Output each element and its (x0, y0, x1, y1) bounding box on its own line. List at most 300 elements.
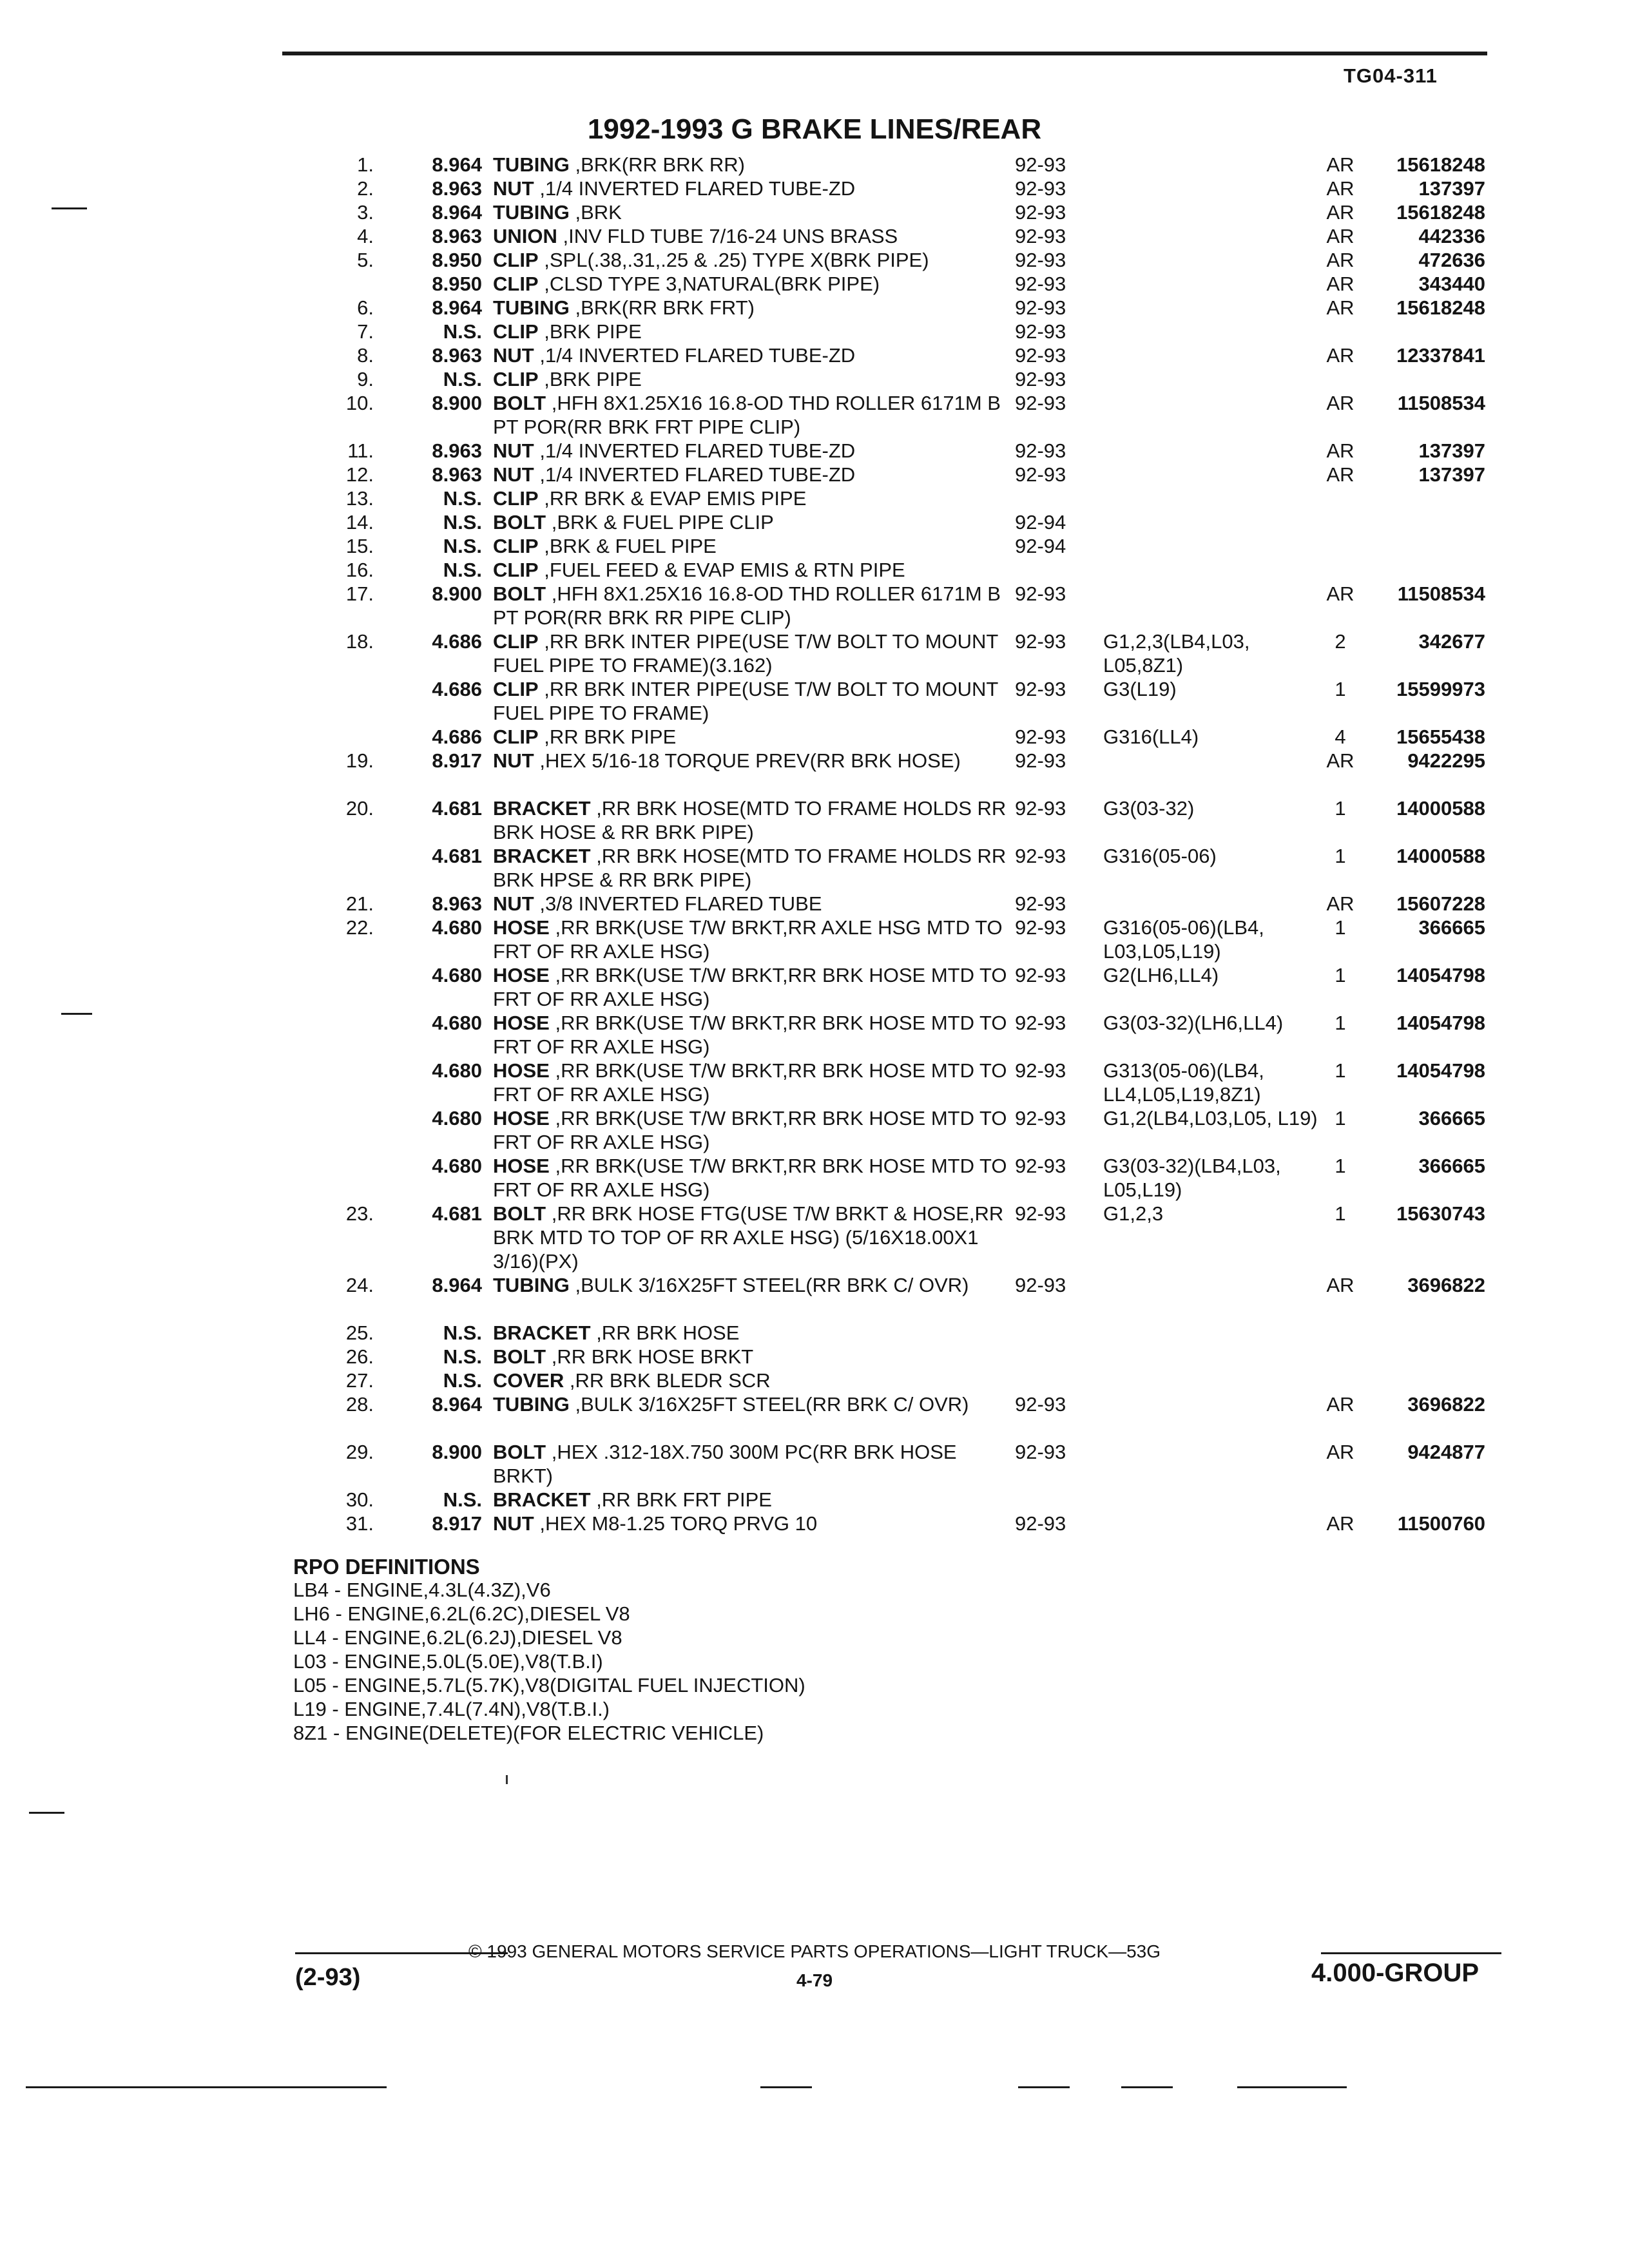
group-number: 8.963 (432, 177, 482, 200)
group-number: 8.917 (432, 749, 482, 772)
header-rule (282, 52, 1487, 55)
part-name: CLIP (493, 487, 539, 510)
part-detail: ,SPL(.38,.31,.25 & .25) TYPE X(BRK PIPE) (544, 249, 929, 271)
part-number: 15630743 (1396, 1202, 1485, 1225)
part-number: 472636 (1418, 249, 1485, 271)
quantity: AR (1326, 892, 1354, 915)
part-name: BOLT (493, 392, 546, 414)
model-years: 92-93 (1015, 845, 1066, 867)
line-number: 27. (345, 1369, 374, 1392)
application: G316(05-06)(LB4, L03,L05,L19) (1103, 916, 1264, 963)
part-name: HOSE (493, 1012, 550, 1034)
description (493, 1154, 1021, 1202)
description (493, 200, 1021, 224)
part-number: 442336 (1418, 225, 1485, 247)
quantity: 1 (1335, 845, 1346, 867)
part-number: 15618248 (1396, 153, 1485, 176)
application: G316(LL4) (1103, 726, 1199, 748)
part-name: HOSE (493, 964, 550, 986)
part-name: NUT (493, 439, 534, 462)
part-name: BOLT (493, 1202, 546, 1225)
part-detail: ,RR BRK & EVAP EMIS PIPE (544, 487, 807, 510)
model-years: 92-93 (1015, 1202, 1066, 1225)
rpo-item: 8Z1 - ENGINE(DELETE)(FOR ELECTRIC VEHICLE) (293, 1722, 764, 1744)
group-number: 8.917 (432, 1512, 482, 1535)
model-years: 92-93 (1015, 153, 1066, 176)
model-years: 92-93 (1015, 1059, 1066, 1082)
model-years: 92-93 (1015, 201, 1066, 224)
group-number: 8.963 (432, 439, 482, 462)
quantity: AR (1326, 296, 1354, 319)
application: G313(05-06)(LB4, LL4,L05,L19,8Z1) (1103, 1059, 1264, 1106)
group-number: N.S. (443, 368, 482, 390)
group-number: 4.680 (432, 1107, 482, 1129)
part-detail: ,BRK PIPE (544, 320, 642, 343)
quantity: AR (1326, 582, 1354, 605)
line-number: 4. (357, 225, 374, 247)
part-name: CLIP (493, 630, 539, 653)
part-name: BOLT (493, 1345, 546, 1368)
part-name: HOSE (493, 916, 550, 939)
part-number: 15607228 (1396, 892, 1485, 915)
model-years: 92-93 (1015, 916, 1066, 939)
line-number: 12. (345, 463, 374, 486)
part-number: 366665 (1418, 1107, 1485, 1129)
quantity: AR (1326, 344, 1354, 367)
description (493, 892, 1021, 916)
rpo-item: LB4 - ENGINE,4.3L(4.3Z),V6 (293, 1579, 551, 1601)
model-years: 92-93 (1015, 1441, 1066, 1463)
part-number: 14000588 (1396, 797, 1485, 820)
part-name: BRACKET (493, 1321, 591, 1344)
part-name: UNION (493, 225, 557, 247)
line-number: 23. (345, 1202, 374, 1225)
line-number: 14. (345, 511, 374, 533)
page-number: 4-79 (796, 1970, 833, 1990)
description (493, 153, 1021, 177)
part-number: 9424877 (1407, 1441, 1485, 1463)
part-detail: ,INV FLD TUBE 7/16-24 UNS BRASS (563, 225, 898, 247)
part-name: CLIP (493, 726, 539, 748)
group-number: 8.950 (432, 273, 482, 295)
quantity: 1 (1335, 678, 1346, 700)
part-detail: ,RR BRK(USE T/W BRKT,RR BRK HOSE MTD TO FRT OF RR AXLE HSG) (493, 1012, 1007, 1058)
rpo-heading: RPO DEFINITIONS (293, 1555, 480, 1579)
part-detail: ,1/4 INVERTED FLARED TUBE-ZD (539, 344, 856, 367)
part-number: 137397 (1418, 177, 1485, 200)
model-years: 92-93 (1015, 368, 1066, 390)
quantity: 1 (1335, 1202, 1346, 1225)
scan-edge-line (26, 2086, 387, 2088)
description (493, 510, 1021, 534)
description (493, 1512, 1021, 1535)
part-name: CLIP (493, 320, 539, 343)
part-number: 137397 (1418, 439, 1485, 462)
part-number: 14054798 (1396, 1012, 1485, 1034)
application: G3(03-32) (1103, 797, 1195, 820)
line-number: 20. (345, 797, 374, 820)
part-number: 14054798 (1396, 964, 1485, 986)
quantity: AR (1326, 225, 1354, 247)
part-name: TUBING (493, 201, 570, 224)
line-number: 30. (345, 1488, 374, 1511)
part-name: BRACKET (493, 797, 591, 820)
model-years: 92-93 (1015, 225, 1066, 247)
part-name: COVER (493, 1369, 564, 1392)
line-number: 6. (357, 296, 374, 319)
group-number: 8.950 (432, 249, 482, 271)
part-number: 3696822 (1407, 1393, 1485, 1416)
part-detail: ,3/8 INVERTED FLARED TUBE (539, 892, 822, 915)
group-number: 8.964 (432, 1393, 482, 1416)
quantity: 2 (1335, 630, 1346, 653)
part-detail: ,RR BRK BLEDR SCR (569, 1369, 771, 1392)
group-number: 4.681 (432, 1202, 482, 1225)
group-number: 8.963 (432, 463, 482, 486)
part-detail: ,CLSD TYPE 3,NATURAL(BRK PIPE) (544, 273, 880, 295)
part-detail: ,RR BRK HOSE FTG(USE T/W BRKT & HOSE,RR BRK MTD TO TOP OF RR AXLE HSG) (5/16X18.00X1 3/16)(PX) (493, 1202, 1004, 1273)
scan-edge-line (1018, 2086, 1070, 2088)
part-detail: ,RR BRK HOSE (596, 1321, 740, 1344)
line-number: 17. (345, 582, 374, 605)
part-name: BOLT (493, 511, 546, 533)
hole-punch-mark (29, 1812, 64, 1814)
model-years: 92-93 (1015, 1512, 1066, 1535)
group-number: N.S. (443, 535, 482, 557)
description (493, 558, 1021, 582)
line-number: 28. (345, 1393, 374, 1416)
rpo-item: L19 - ENGINE,7.4L(7.4N),V8(T.B.I.) (293, 1698, 610, 1720)
part-number: 137397 (1418, 463, 1485, 486)
part-name: CLIP (493, 273, 539, 295)
part-detail: ,HEX .312-18X.750 300M PC(RR BRK HOSE BRKT) (493, 1441, 957, 1487)
part-detail: ,FUEL FEED & EVAP EMIS & RTN PIPE (544, 559, 905, 581)
description (493, 1345, 1021, 1369)
group-number: 8.963 (432, 344, 482, 367)
quantity: AR (1326, 463, 1354, 486)
model-years: 92-93 (1015, 630, 1066, 653)
description (493, 963, 1021, 1011)
line-number: 25. (345, 1321, 374, 1344)
quantity: AR (1326, 1512, 1354, 1535)
part-detail: ,HFH 8X1.25X16 16.8-OD THD ROLLER 6171M B PT POR(RR BRK RR PIPE CLIP) (493, 582, 1001, 629)
page-title: 1992-1993 G BRAKE LINES/REAR (587, 113, 1042, 145)
line-number: 26. (345, 1345, 374, 1368)
description (493, 1321, 1021, 1345)
line-number: 2. (357, 177, 374, 200)
line-number: 10. (345, 392, 374, 414)
group-number: 4.681 (432, 845, 482, 867)
line-number: 16. (345, 559, 374, 581)
line-number: 3. (357, 201, 374, 224)
description (493, 629, 1021, 677)
application: G3(L19) (1103, 678, 1177, 700)
description (493, 177, 1021, 200)
line-number: 13. (345, 487, 374, 510)
description (493, 725, 1021, 749)
part-name: CLIP (493, 678, 539, 700)
description (493, 749, 1021, 773)
part-detail: ,BRK(RR BRK FRT) (575, 296, 755, 319)
description (493, 1440, 1021, 1488)
group-number: 4.680 (432, 1012, 482, 1034)
revision-date: (2-93) (295, 1964, 361, 1991)
rpo-item: LH6 - ENGINE,6.2L(6.2C),DIESEL V8 (293, 1602, 630, 1625)
quantity: AR (1326, 249, 1354, 271)
part-detail: ,RR BRK(USE T/W BRKT,RR AXLE HSG MTD TO FRT OF RR AXLE HSG) (493, 916, 1003, 963)
description (493, 844, 1021, 892)
description (493, 1392, 1021, 1416)
part-detail: ,RR BRK PIPE (544, 726, 677, 748)
part-number: 11500760 (1397, 1512, 1485, 1535)
quantity: AR (1326, 439, 1354, 462)
part-number: 11508534 (1397, 392, 1485, 414)
part-number: 15618248 (1396, 296, 1485, 319)
part-detail: ,HEX 5/16-18 TORQUE PREV(RR BRK HOSE) (539, 749, 961, 772)
copyright-text: © 1993 GENERAL MOTORS SERVICE PARTS OPERATIONS—LIGHT TRUCK—53G (468, 1941, 1161, 1961)
line-number: 1. (357, 153, 374, 176)
quantity: 1 (1335, 1107, 1346, 1129)
application: G1,2,3(LB4,L03, L05,8Z1) (1103, 630, 1250, 677)
quantity: AR (1326, 1441, 1354, 1463)
part-number: 3696822 (1407, 1274, 1485, 1296)
model-years: 92-93 (1015, 1393, 1066, 1416)
part-detail: ,BRK PIPE (544, 368, 642, 390)
application: G1,2,3 (1103, 1202, 1164, 1225)
line-number: 5. (357, 249, 374, 271)
model-years: 92-93 (1015, 1155, 1066, 1177)
description (493, 224, 1021, 248)
scan-edge-line (760, 2086, 812, 2088)
quantity: 1 (1335, 916, 1346, 939)
description (493, 272, 1021, 296)
group-number: N.S. (443, 1369, 482, 1392)
part-name: TUBING (493, 1274, 570, 1296)
group-number: 4.686 (432, 678, 482, 700)
part-detail: ,BULK 3/16X25FT STEEL(RR BRK C/ OVR) (575, 1393, 969, 1416)
description (493, 582, 1021, 629)
group-number: 4.680 (432, 1059, 482, 1082)
description (493, 1202, 1021, 1273)
model-years: 92-93 (1015, 726, 1066, 748)
quantity: AR (1326, 153, 1354, 176)
quantity: AR (1326, 749, 1354, 772)
group-number: 4.686 (432, 726, 482, 748)
part-name: TUBING (493, 296, 570, 319)
part-name: BOLT (493, 582, 546, 605)
part-detail: ,RR BRK(USE T/W BRKT,RR BRK HOSE MTD TO FRT OF RR AXLE HSG) (493, 1107, 1007, 1153)
part-name: CLIP (493, 368, 539, 390)
quantity: 1 (1335, 1059, 1346, 1082)
description (493, 1059, 1021, 1106)
line-number: 8. (357, 344, 374, 367)
part-number: 15655438 (1396, 726, 1485, 748)
model-years: 92-93 (1015, 463, 1066, 486)
group-number: 8.964 (432, 296, 482, 319)
description (493, 796, 1021, 844)
description (493, 1106, 1021, 1154)
part-number: 9422295 (1407, 749, 1485, 772)
quantity: AR (1326, 1393, 1354, 1416)
quantity: AR (1326, 392, 1354, 414)
group-number: 8.964 (432, 1274, 482, 1296)
model-years: 92-93 (1015, 964, 1066, 986)
model-years: 92-93 (1015, 892, 1066, 915)
model-years: 92-93 (1015, 1274, 1066, 1296)
part-name: NUT (493, 749, 534, 772)
description (493, 320, 1021, 343)
model-years: 92-93 (1015, 582, 1066, 605)
page-id: TG04-311 (1344, 64, 1438, 87)
group-number: N.S. (443, 511, 482, 533)
part-number: 342677 (1418, 630, 1485, 653)
part-detail: ,BULK 3/16X25FT STEEL(RR BRK C/ OVR) (575, 1274, 969, 1296)
hole-punch-mark (61, 1013, 92, 1015)
description (493, 534, 1021, 558)
part-name: CLIP (493, 559, 539, 581)
part-number: 14000588 (1396, 845, 1485, 867)
group-number: 4.680 (432, 1155, 482, 1177)
group-number: 8.963 (432, 892, 482, 915)
line-number: 31. (345, 1512, 374, 1535)
model-years: 92-93 (1015, 273, 1066, 295)
description (493, 1273, 1021, 1297)
description (493, 367, 1021, 391)
part-number: 366665 (1418, 1155, 1485, 1177)
part-detail: ,HEX M8-1.25 TORQ PRVG 10 (539, 1512, 818, 1535)
part-name: NUT (493, 1512, 534, 1535)
description (493, 391, 1021, 439)
group-number: 8.900 (432, 582, 482, 605)
quantity: 1 (1335, 797, 1346, 820)
line-number: 9. (357, 368, 374, 390)
application: G1,2(LB4,L03,L05, L19) (1103, 1107, 1318, 1129)
part-detail: ,BRK & FUEL PIPE (544, 535, 717, 557)
group-number: 4.681 (432, 797, 482, 820)
group-number: N.S. (443, 320, 482, 343)
model-years: 92-93 (1015, 678, 1066, 700)
group-number: 4.686 (432, 630, 482, 653)
part-number: 15599973 (1396, 678, 1485, 700)
part-name: BRACKET (493, 1488, 591, 1511)
part-name: TUBING (493, 153, 570, 176)
description (493, 439, 1021, 463)
part-detail: ,RR BRK INTER PIPE(USE T/W BOLT TO MOUNT FUEL PIPE TO FRAME) (493, 678, 998, 724)
rpo-item: L03 - ENGINE,5.0L(5.0E),V8(T.B.I) (293, 1650, 603, 1673)
line-number: 11. (347, 439, 374, 462)
part-number: 343440 (1418, 273, 1485, 295)
line-number: 22. (345, 916, 374, 939)
model-years: 92-93 (1015, 1107, 1066, 1129)
group-number: 4.680 (432, 916, 482, 939)
model-years: 92-93 (1015, 392, 1066, 414)
model-years: 92-93 (1015, 749, 1066, 772)
part-detail: ,BRK(RR BRK RR) (575, 153, 745, 176)
part-name: TUBING (493, 1393, 570, 1416)
group-number: 8.900 (432, 392, 482, 414)
description (493, 677, 1021, 725)
group-number: N.S. (443, 487, 482, 510)
application: G3(03-32)(LH6,LL4) (1103, 1012, 1284, 1034)
part-number: 11508534 (1397, 582, 1485, 605)
description (493, 343, 1021, 367)
description (493, 1369, 1021, 1392)
rpo-item: L05 - ENGINE,5.7L(5.7K),V8(DIGITAL FUEL INJECTION) (293, 1674, 805, 1696)
model-years: 92-93 (1015, 344, 1066, 367)
part-number: 366665 (1418, 916, 1485, 939)
part-name: BRACKET (493, 845, 591, 867)
part-detail: ,RR BRK FRT PIPE (596, 1488, 772, 1511)
description (493, 463, 1021, 486)
part-name: HOSE (493, 1107, 550, 1129)
line-number: 19. (345, 749, 374, 772)
model-years: 92-93 (1015, 249, 1066, 271)
quantity: AR (1326, 273, 1354, 295)
part-number: 12337841 (1396, 344, 1485, 367)
part-detail: ,1/4 INVERTED FLARED TUBE-ZD (539, 177, 856, 200)
part-detail: ,HFH 8X1.25X16 16.8-OD THD ROLLER 6171M B PT POR(RR BRK FRT PIPE CLIP) (493, 392, 1001, 438)
part-detail: ,RR BRK(USE T/W BRKT,RR BRK HOSE MTD TO FRT OF RR AXLE HSG) (493, 1155, 1007, 1201)
part-detail: ,1/4 INVERTED FLARED TUBE-ZD (539, 463, 856, 486)
part-detail: ,1/4 INVERTED FLARED TUBE-ZD (539, 439, 856, 462)
hole-punch-mark (52, 207, 87, 209)
quantity: 1 (1335, 1155, 1346, 1177)
scan-edge-line (1121, 2086, 1173, 2088)
group-number: 8.963 (432, 225, 482, 247)
group-number: 8.964 (432, 201, 482, 224)
part-name: CLIP (493, 249, 539, 271)
part-detail: ,RR BRK HOSE(MTD TO FRAME HOLDS RR BRK HPSE & RR BRK PIPE) (493, 845, 1007, 891)
part-detail: ,RR BRK HOSE BRKT (551, 1345, 754, 1368)
description (493, 486, 1021, 510)
part-name: NUT (493, 344, 534, 367)
group-number: N.S. (443, 559, 482, 581)
quantity: 1 (1335, 1012, 1346, 1034)
description (493, 1488, 1021, 1512)
part-number: 15618248 (1396, 201, 1485, 224)
model-years: 92-94 (1015, 511, 1066, 533)
description (493, 916, 1021, 963)
line-number: 29. (345, 1441, 374, 1463)
part-detail: ,RR BRK(USE T/W BRKT,RR BRK HOSE MTD TO FRT OF RR AXLE HSG) (493, 964, 1007, 1010)
application: G3(03-32)(LB4,L03, L05,L19) (1103, 1155, 1281, 1201)
part-number: 14054798 (1396, 1059, 1485, 1082)
model-years: 92-93 (1015, 320, 1066, 343)
model-years: 92-93 (1015, 439, 1066, 462)
quantity: 4 (1335, 726, 1346, 748)
part-detail: ,RR BRK(USE T/W BRKT,RR BRK HOSE MTD TO FRT OF RR AXLE HSG) (493, 1059, 1007, 1106)
application: G316(05-06) (1103, 845, 1217, 867)
line-number: 15. (345, 535, 374, 557)
description (493, 1011, 1021, 1059)
line-number: 7. (357, 320, 374, 343)
scan-edge-line (1237, 2086, 1347, 2088)
quantity: 1 (1335, 964, 1346, 986)
part-detail: ,RR BRK INTER PIPE(USE T/W BOLT TO MOUNT FUEL PIPE TO FRAME)(3.162) (493, 630, 998, 677)
part-name: HOSE (493, 1155, 550, 1177)
model-years: 92-93 (1015, 296, 1066, 319)
model-years: 92-93 (1015, 177, 1066, 200)
application: G2(LH6,LL4) (1103, 964, 1219, 986)
group-label: 4.000-GROUP (1311, 1959, 1480, 1987)
model-years: 92-93 (1015, 1012, 1066, 1034)
model-years: 92-94 (1015, 535, 1066, 557)
description (493, 248, 1021, 272)
part-name: NUT (493, 892, 534, 915)
part-name: BOLT (493, 1441, 546, 1463)
quantity: AR (1326, 177, 1354, 200)
group-number: 8.900 (432, 1441, 482, 1463)
